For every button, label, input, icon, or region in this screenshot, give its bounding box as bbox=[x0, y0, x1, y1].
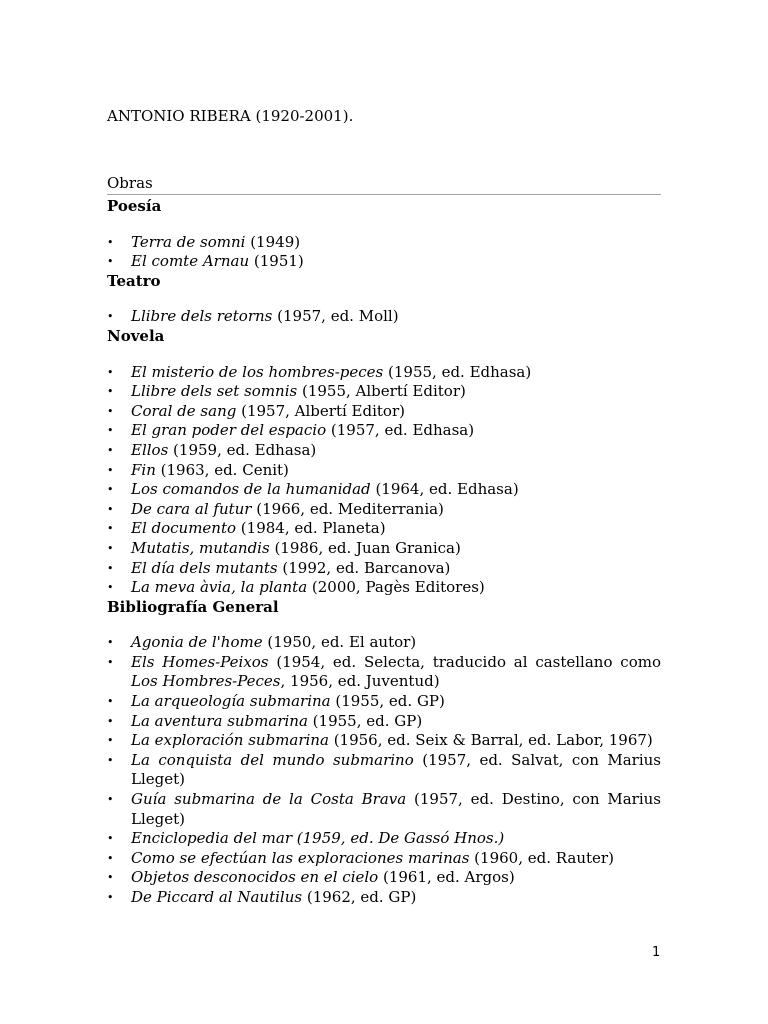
obras-heading: Obras bbox=[107, 174, 661, 195]
work-title: El comte Arnau bbox=[131, 252, 250, 271]
work-info: (2000, Pagès Editores) bbox=[307, 578, 485, 597]
list-item bbox=[107, 829, 661, 849]
section-teatro bbox=[107, 272, 661, 327]
work-title: Enciclopedia del mar (1959, ed. De Gassó Hnos.) bbox=[131, 829, 505, 848]
work-info: , 1956, ed. Juventud) bbox=[280, 672, 440, 691]
work-info: (1964, ed. Edhasa) bbox=[370, 480, 519, 499]
work-info: (1963, ed. Cenit) bbox=[155, 460, 289, 479]
work-title: Mutatis, mutandis bbox=[131, 538, 270, 557]
work-title: Terra de somni bbox=[131, 232, 246, 251]
work-info: (1962, ed. GP) bbox=[302, 888, 417, 906]
list-item bbox=[107, 363, 661, 383]
work-info: (1955, ed. GP) bbox=[330, 692, 445, 711]
work-title: La arqueología submarina bbox=[131, 692, 331, 711]
works-list bbox=[107, 307, 661, 327]
work-title: La conquista del mundo submarino bbox=[131, 750, 414, 769]
work-info: (1966, ed. Mediterrania) bbox=[251, 499, 444, 518]
work-title: Guía submarina de la Costa Brava bbox=[131, 790, 407, 809]
work-title: El documento bbox=[131, 519, 237, 538]
list-item bbox=[107, 712, 661, 732]
list-item bbox=[107, 633, 661, 653]
work-title: Llibre dels set somnis bbox=[131, 382, 298, 401]
work-info: (1961, ed. Argos) bbox=[378, 868, 515, 887]
list-item bbox=[107, 307, 661, 327]
section-poesia bbox=[107, 197, 661, 272]
section-heading: Novela bbox=[107, 326, 165, 345]
list-item bbox=[107, 868, 661, 888]
section-heading: Poesía bbox=[107, 197, 162, 215]
document-title: ANTONIO RIBERA (1920-2001). bbox=[107, 107, 354, 125]
work-info: (1957, ed. Destino, con Marius Lleget) bbox=[131, 790, 661, 828]
section-bibliografia-general bbox=[107, 598, 661, 908]
list-item bbox=[107, 692, 661, 712]
list-item bbox=[107, 653, 661, 692]
work-title: De cara al futur bbox=[131, 499, 252, 518]
work-info: (1957, ed. Salvat, con Marius Lleget) bbox=[131, 750, 661, 789]
work-info: (1957, ed. Edhasa) bbox=[326, 421, 475, 440]
list-item bbox=[107, 252, 661, 272]
work-info: (1955, ed. Edhasa) bbox=[383, 362, 532, 381]
work-info: (1957, ed. Moll) bbox=[272, 307, 399, 326]
work-title: La aventura submarina bbox=[131, 711, 308, 730]
work-title: Els Homes-Peixos bbox=[131, 652, 269, 671]
work-title: Agonia de l'home bbox=[131, 633, 263, 652]
work-info: (1954, ed. Selecta, traducido al castellano como bbox=[268, 652, 661, 671]
list-item bbox=[107, 233, 661, 253]
work-title: Llibre dels retorns bbox=[131, 307, 273, 326]
work-title: La meva àvia, la planta bbox=[131, 578, 308, 597]
list-item bbox=[107, 402, 661, 422]
work-title: Objetos desconocidos en el cielo bbox=[131, 868, 379, 887]
list-item bbox=[107, 578, 661, 598]
work-info: (1986, ed. Juan Granica) bbox=[269, 538, 461, 557]
work-title-translation: Los Hombres-Peces bbox=[131, 672, 281, 691]
work-title: Fin bbox=[131, 460, 156, 479]
works-list bbox=[107, 363, 661, 598]
section-heading: Bibliografía General bbox=[107, 597, 279, 616]
list-item bbox=[107, 790, 661, 829]
work-title: El misterio de los hombres-peces bbox=[131, 362, 384, 381]
work-title: Los comandos de la humanidad bbox=[131, 480, 371, 499]
work-title: De Piccard al Nautilus bbox=[131, 888, 303, 906]
work-title: El gran poder del espacio bbox=[131, 421, 327, 440]
list-item bbox=[107, 849, 661, 869]
list-item bbox=[107, 441, 661, 461]
page-number: 1 bbox=[652, 945, 661, 960]
work-title: Como se efectúan las exploraciones marinas bbox=[131, 848, 470, 867]
work-info: (1951) bbox=[249, 252, 304, 271]
work-info: (1950, ed. El autor) bbox=[262, 633, 417, 652]
list-item bbox=[107, 559, 661, 579]
work-title: Coral de sang bbox=[131, 401, 237, 420]
list-item bbox=[107, 480, 661, 500]
list-item bbox=[107, 461, 661, 481]
section-novela bbox=[107, 327, 661, 598]
work-info: (1955, ed. GP) bbox=[307, 711, 423, 730]
works-content bbox=[107, 197, 661, 908]
works-list bbox=[107, 633, 661, 907]
work-info: (1992, ed. Barcanova) bbox=[277, 558, 451, 577]
work-info: (1955, Albertí Editor) bbox=[297, 382, 466, 401]
list-item bbox=[107, 421, 661, 441]
work-title: La exploración submarina bbox=[131, 731, 329, 750]
work-title: El día dels mutants bbox=[131, 558, 278, 577]
work-info: (1956, ed. Seix & Barral, ed. Labor, 1967) bbox=[328, 731, 653, 750]
list-item bbox=[107, 500, 661, 520]
work-info: (1949) bbox=[245, 232, 301, 251]
section-heading: Teatro bbox=[107, 271, 161, 290]
work-info: (1984, ed. Planeta) bbox=[236, 519, 386, 538]
work-info: (1960, ed. Rauter) bbox=[469, 848, 614, 867]
list-item bbox=[107, 519, 661, 539]
list-item bbox=[107, 751, 661, 790]
list-item bbox=[107, 731, 661, 751]
work-title: Ellos bbox=[131, 440, 169, 459]
list-item bbox=[107, 888, 661, 908]
work-info: (1957, Albertí Editor) bbox=[236, 401, 405, 420]
works-list bbox=[107, 233, 661, 272]
list-item bbox=[107, 382, 661, 402]
work-info: (1959, ed. Edhasa) bbox=[168, 440, 317, 459]
list-item bbox=[107, 539, 661, 559]
